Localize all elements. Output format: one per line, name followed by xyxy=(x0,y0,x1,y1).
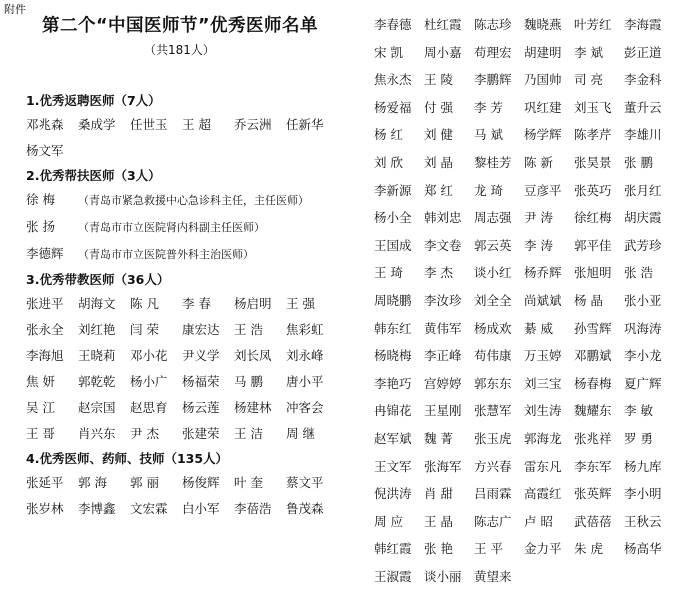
physician-name: 吕雨霖 xyxy=(474,486,512,502)
physician-name: 罗 勇 xyxy=(624,430,653,446)
physician-name: 王秋云 xyxy=(624,513,662,529)
physician-name: 张建荣 xyxy=(182,426,220,441)
physician-name: 王 浩 xyxy=(234,322,263,337)
physician-name: 郑 红 xyxy=(424,182,453,198)
physician-name: 张永全 xyxy=(26,322,64,337)
physician-name: 金力平 xyxy=(524,541,562,557)
physician-name: 董升云 xyxy=(624,99,662,115)
physician-name: 李蓓浩 xyxy=(234,501,272,516)
physician-name: 王星刚 xyxy=(424,403,462,419)
physician-name: 杨小广 xyxy=(130,374,168,389)
physician-name: 陈 新 xyxy=(524,154,553,170)
name-row xyxy=(26,496,366,522)
name-row xyxy=(26,187,366,214)
physician-name: 韩刘忠 xyxy=(424,210,462,226)
physician-name: 周晓鹏 xyxy=(374,292,412,308)
physician-name: 周 应 xyxy=(374,513,403,529)
name-row xyxy=(374,94,679,122)
physician-name: 冲客会 xyxy=(286,400,324,415)
physician-name: 桑成学 xyxy=(78,117,116,132)
physician-name: 朱 虎 xyxy=(574,541,603,557)
physician-name: 李 芳 xyxy=(474,99,503,115)
physician-name: 王 洁 xyxy=(234,426,263,441)
physician-name: 龙 琦 xyxy=(474,182,503,198)
physician-name: 尚斌斌 xyxy=(524,292,562,308)
position-note: （青岛市市立医院普外科主治医师） xyxy=(78,248,254,261)
name-row xyxy=(26,214,366,241)
section-heading: 1.优秀返聘医师（7人） xyxy=(26,93,161,108)
physician-name: 肖兴东 xyxy=(78,426,116,441)
physician-name: 邓小花 xyxy=(130,348,168,363)
physician-name: 杨云莲 xyxy=(182,400,220,415)
physician-name: 李 春 xyxy=(182,296,211,311)
physician-name: 白小军 xyxy=(182,501,220,516)
physician-name: 杨乔辉 xyxy=(524,265,562,281)
name-row xyxy=(374,535,679,563)
name-row xyxy=(374,66,679,94)
physician-name: 杨晓梅 xyxy=(374,348,412,364)
physician-name: 魏 菁 xyxy=(424,430,453,446)
name-row xyxy=(26,291,366,317)
physician-name: 周小嘉 xyxy=(424,44,462,60)
physician-name: 冉锦花 xyxy=(374,403,412,419)
physician-name: 魏晓燕 xyxy=(524,17,562,32)
name-row xyxy=(374,204,679,232)
name-row xyxy=(374,425,679,453)
section-heading: 3.优秀带教医师（36人） xyxy=(26,272,170,287)
physician-name: 宫婷婷 xyxy=(424,375,462,391)
physician-name: 李德辉 xyxy=(26,246,64,261)
physician-name: 尹义学 xyxy=(182,348,220,363)
physician-name: 杨建林 xyxy=(234,400,272,415)
name-row xyxy=(374,397,679,425)
physician-name: 胡庆霞 xyxy=(624,210,662,226)
physician-name: 杜红霞 xyxy=(424,17,462,32)
physician-name: 刘 欣 xyxy=(374,154,403,170)
physician-name: 张月红 xyxy=(624,182,662,198)
physician-name: 李新源 xyxy=(374,182,412,198)
physician-name: 吴 江 xyxy=(26,400,55,415)
name-row xyxy=(26,395,366,421)
physician-name: 张英辉 xyxy=(574,486,612,502)
physician-name: 张进平 xyxy=(26,296,64,311)
section-block xyxy=(26,165,366,268)
physician-name: 李 涛 xyxy=(524,237,553,253)
name-row xyxy=(26,138,366,164)
physician-name: 焦 妍 xyxy=(26,374,55,389)
physician-name: 韩红霞 xyxy=(374,541,412,557)
physician-name: 黄望来 xyxy=(474,568,512,584)
physician-name: 唐小平 xyxy=(286,374,324,389)
physician-name: 李博鑫 xyxy=(78,501,116,516)
physician-name: 徐 梅 xyxy=(26,192,55,207)
physician-name: 刘生涛 xyxy=(524,403,562,419)
physician-name: 马 斌 xyxy=(474,127,503,143)
physician-name: 焦彩虹 xyxy=(286,322,324,337)
name-row xyxy=(374,287,679,315)
physician-name: 胡海文 xyxy=(78,296,116,311)
physician-name: 王国成 xyxy=(374,237,412,253)
physician-name: 黎桂芳 xyxy=(474,154,512,170)
section-block xyxy=(26,269,366,447)
physician-name: 郭 丽 xyxy=(130,475,159,490)
physician-name: 张海军 xyxy=(424,458,462,474)
physician-name: 周 继 xyxy=(286,426,315,441)
physician-name: 李鹏辉 xyxy=(474,72,512,88)
physician-name: 郭海龙 xyxy=(524,430,562,446)
name-row xyxy=(374,370,679,398)
physician-name: 李 敏 xyxy=(624,403,653,419)
physician-name: 王淑霞 xyxy=(374,568,412,584)
physician-name: 高霞红 xyxy=(524,486,562,502)
physician-name: 李汝珍 xyxy=(424,292,462,308)
physician-name: 郭东东 xyxy=(474,375,512,391)
section-heading: 2.优秀帮扶医师（3人） xyxy=(26,168,161,183)
right-column xyxy=(374,11,679,590)
physician-name: 李海旭 xyxy=(26,348,64,363)
physician-name: 夏广辉 xyxy=(624,375,662,391)
name-row xyxy=(374,453,679,481)
physician-name: 苟伟康 xyxy=(474,348,512,364)
physician-name: 赵宗国 xyxy=(78,400,116,415)
physician-name: 刘红艳 xyxy=(78,322,116,337)
physician-name: 武芳珍 xyxy=(624,237,662,253)
physician-name: 陈孝芹 xyxy=(574,127,612,143)
physician-name: 张 鹏 xyxy=(624,154,653,170)
physician-name: 蔡文平 xyxy=(286,475,324,490)
physician-name: 闫 荣 xyxy=(130,322,159,337)
name-row xyxy=(374,480,679,508)
physician-name: 王 陵 xyxy=(424,72,453,88)
name-row xyxy=(374,149,679,177)
name-row xyxy=(26,317,366,343)
physician-name: 张 艳 xyxy=(424,541,453,557)
physician-name: 杨小全 xyxy=(374,210,412,226)
physician-name: 李东军 xyxy=(574,458,612,474)
physician-name: 杨启明 xyxy=(234,296,272,311)
physician-name: 郭乾乾 xyxy=(78,374,116,389)
physician-name: 倪洪涛 xyxy=(374,486,412,502)
physician-name: 綦 威 xyxy=(524,320,553,336)
section-block xyxy=(26,448,366,522)
name-row xyxy=(374,259,679,287)
physician-name: 韩东红 xyxy=(374,320,412,336)
physician-name: 杨春梅 xyxy=(574,375,612,391)
document-subtitle: （共181人） xyxy=(144,43,215,57)
physician-name: 李艳巧 xyxy=(374,375,412,391)
physician-name: 叶芳红 xyxy=(574,17,612,32)
physician-name: 卢 昭 xyxy=(524,513,553,529)
physician-name: 杨爱福 xyxy=(374,99,412,115)
physician-name: 陈志广 xyxy=(474,513,512,529)
left-column xyxy=(26,14,366,522)
physician-name: 刘永峰 xyxy=(286,348,324,363)
physician-name: 王 哥 xyxy=(26,426,55,441)
name-row xyxy=(374,563,679,590)
physician-name: 周志强 xyxy=(474,210,512,226)
physician-name: 郭平佳 xyxy=(574,237,612,253)
physician-name: 杨俊辉 xyxy=(182,475,220,490)
sections-container xyxy=(26,90,366,522)
document-title: 第二个“中国医师节”优秀医师名单 xyxy=(42,16,319,36)
physician-name: 邓兆森 xyxy=(26,117,64,132)
physician-name: 谈小丽 xyxy=(424,568,462,584)
physician-name: 李 斌 xyxy=(574,44,603,60)
physician-name: 张延平 xyxy=(26,475,64,490)
physician-name: 乔云洲 xyxy=(234,117,272,132)
physician-name: 杨 晶 xyxy=(574,292,603,308)
physician-name: 李小龙 xyxy=(624,348,662,364)
physician-name: 黄伟军 xyxy=(424,320,462,336)
physician-name: 刘 健 xyxy=(424,127,453,143)
physician-name: 李正峰 xyxy=(424,348,462,364)
physician-name: 付 强 xyxy=(424,99,453,115)
physician-name: 任新华 xyxy=(286,117,324,132)
physician-name: 苟理宏 xyxy=(474,44,512,60)
physician-name: 宋 凯 xyxy=(374,44,403,60)
name-row xyxy=(374,11,679,39)
physician-name: 张 扬 xyxy=(26,219,55,234)
physician-name: 万玉婷 xyxy=(524,348,562,364)
physician-name: 王文军 xyxy=(374,458,412,474)
physician-name: 王 晶 xyxy=(424,513,453,529)
name-row xyxy=(26,470,366,496)
physician-name: 刘三宝 xyxy=(524,375,562,391)
physician-name: 徐红梅 xyxy=(574,210,612,226)
physician-name: 康宏达 xyxy=(182,322,220,337)
physician-name: 张旭明 xyxy=(574,265,612,281)
physician-name: 张英巧 xyxy=(574,182,612,198)
section-heading: 4.优秀医师、药师、技师（135人） xyxy=(26,451,229,466)
physician-name: 杨 红 xyxy=(374,127,403,143)
physician-name: 李 杰 xyxy=(424,265,453,281)
physician-name: 张小亚 xyxy=(624,292,662,308)
physician-name: 杨福荣 xyxy=(182,374,220,389)
section-block xyxy=(26,90,366,164)
physician-name: 刘全全 xyxy=(474,292,512,308)
position-note: （青岛市紧急救援中心急诊科主任，主任医师） xyxy=(78,194,309,207)
physician-name: 司 亮 xyxy=(574,72,603,88)
physician-name: 杨高华 xyxy=(624,541,662,557)
physician-name: 谈小红 xyxy=(474,265,512,281)
physician-name: 杨成欢 xyxy=(474,320,512,336)
physician-name: 李文卷 xyxy=(424,237,462,253)
physician-name: 文宏霖 xyxy=(130,501,168,516)
physician-name: 王 超 xyxy=(182,117,211,132)
name-row xyxy=(26,369,366,395)
physician-name: 李小明 xyxy=(624,486,662,502)
physician-name: 赵思育 xyxy=(130,400,168,415)
physician-name: 焦永杰 xyxy=(374,72,412,88)
physician-name: 张 浩 xyxy=(624,265,653,281)
physician-name: 马 鹏 xyxy=(234,374,263,389)
physician-name: 肖 甜 xyxy=(424,486,453,502)
physician-name: 王 琦 xyxy=(374,265,403,281)
name-row xyxy=(26,343,366,369)
physician-name: 孙雪辉 xyxy=(574,320,612,336)
physician-name: 张岁林 xyxy=(26,501,64,516)
physician-name: 杨文军 xyxy=(26,143,64,158)
physician-name: 陈 凡 xyxy=(130,296,159,311)
name-row xyxy=(374,39,679,67)
name-row xyxy=(26,112,366,138)
physician-name: 尹 涛 xyxy=(524,210,553,226)
attachment-label: 附件 xyxy=(4,3,26,16)
name-row xyxy=(26,421,366,447)
physician-name: 叶 奎 xyxy=(234,475,263,490)
physician-name: 杨九库 xyxy=(624,458,662,474)
physician-name: 刘长凤 xyxy=(234,348,272,363)
physician-name: 彭正道 xyxy=(624,44,662,60)
physician-name: 张玉虎 xyxy=(474,430,512,446)
physician-name: 赵军斌 xyxy=(374,430,412,446)
name-row xyxy=(374,315,679,343)
physician-name: 胡建明 xyxy=(524,44,562,60)
physician-name: 刘玉飞 xyxy=(574,99,612,115)
physician-name: 郭云英 xyxy=(474,237,512,253)
name-row xyxy=(374,342,679,370)
physician-name: 魏耀东 xyxy=(574,403,612,419)
physician-name: 乃国帅 xyxy=(524,72,562,88)
physician-name: 豆彦平 xyxy=(524,182,562,198)
name-row xyxy=(374,232,679,260)
physician-name: 任世玉 xyxy=(130,117,168,132)
physician-name: 郭 海 xyxy=(78,475,107,490)
physician-name: 刘 晶 xyxy=(424,154,453,170)
physician-name: 杨学辉 xyxy=(524,127,562,143)
physician-name: 鲁茂森 xyxy=(286,501,324,516)
physician-name: 李雄川 xyxy=(624,127,662,143)
physician-name: 陈志珍 xyxy=(474,17,512,32)
name-row xyxy=(26,241,366,268)
physician-name: 张慧军 xyxy=(474,403,512,419)
name-row xyxy=(374,121,679,149)
physician-name: 王晓莉 xyxy=(78,348,116,363)
physician-name: 巩海涛 xyxy=(624,320,662,336)
name-row xyxy=(374,177,679,205)
physician-name: 李金科 xyxy=(624,72,662,88)
physician-name: 雷东凡 xyxy=(524,458,562,474)
physician-name: 武蓓蓓 xyxy=(574,513,612,529)
physician-name: 方兴春 xyxy=(474,458,512,474)
physician-name: 张昊景 xyxy=(574,154,612,170)
physician-name: 尹 杰 xyxy=(130,426,159,441)
physician-name: 王 强 xyxy=(286,296,315,311)
physician-name: 巩红建 xyxy=(524,99,562,115)
physician-name: 邓鹏斌 xyxy=(574,348,612,364)
physician-name: 王 平 xyxy=(474,541,503,557)
physician-name: 李海霞 xyxy=(624,17,662,32)
position-note: （青岛市市立医院肾内科副主任医师） xyxy=(78,221,265,234)
physician-name: 李春德 xyxy=(374,17,412,32)
physician-name: 张兆祥 xyxy=(574,430,612,446)
